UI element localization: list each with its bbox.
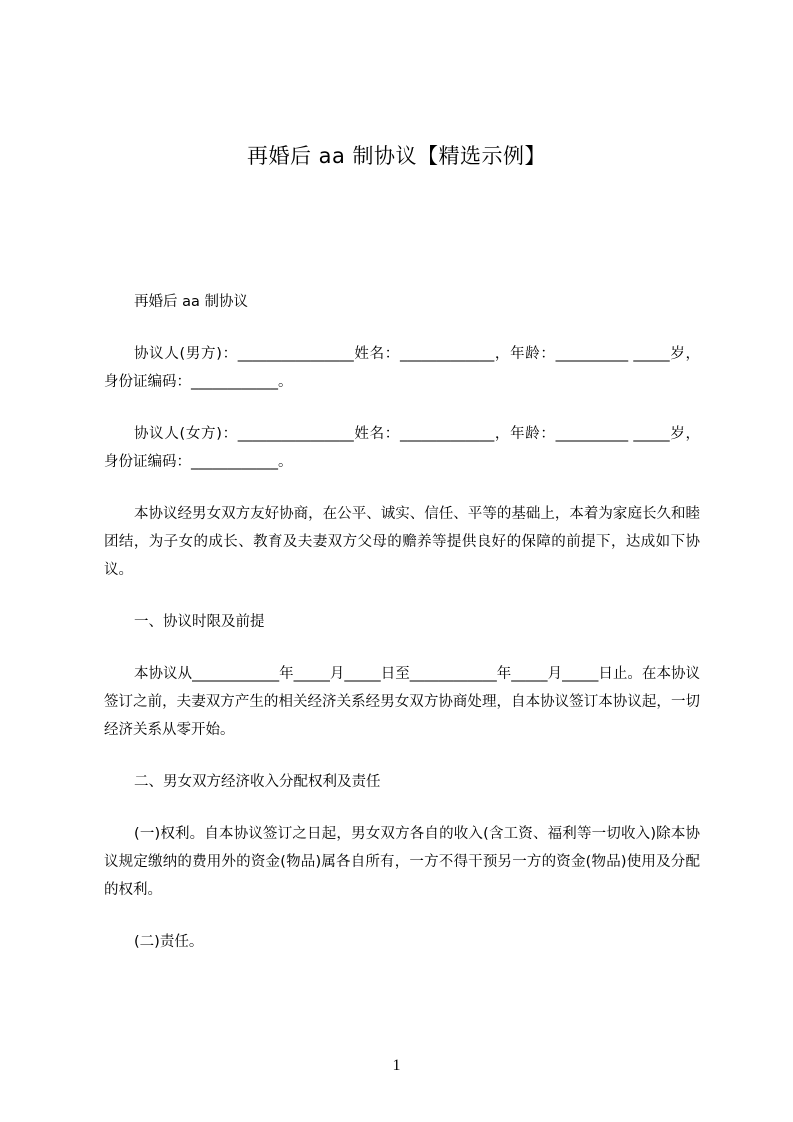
section-2-heading: 二、男女双方经济收入分配权利及责任 [134, 774, 381, 790]
document-subtitle: 再婚后 aa 制协议 [134, 294, 248, 310]
party-male-paragraph: 协议人(男方)：________________姓名：_____________，年龄：__________ _____岁，身份证编码：____________。 [104, 346, 700, 390]
section-2-duty-paragraph: (二)责任。 [134, 934, 204, 950]
section-1-heading: 一、协议时限及前提 [134, 614, 265, 630]
page-number: 1 [392, 1057, 401, 1074]
intro-paragraph: 本协议经男女双方友好协商，在公平、诚实、信任、平等的基础上，本着为家庭长久和睦团结，为子女的成长、教育及夫妻双方父母的赡养等提供良好的保障的前提下，达成如下协议。 [104, 506, 700, 578]
section-2-rights-paragraph: (一)权利。自本协议签订之日起，男女双方各自的收入(含工资、福利等一切收入)除本协议规定缴纳的费用外的资金(物品)属各自所有，一方不得干预另一方的资金(物品)使用及分配的权利。 [104, 826, 700, 898]
document-title: 再婚后 aa 制协议【精选示例】 [246, 144, 547, 168]
party-female-paragraph: 协议人(女方)：________________姓名：_____________，年龄：__________ _____岁，身份证编码：____________。 [104, 426, 700, 470]
section-1-text: 本协议从____________年_____月_____日至____________年_____月_____日止。在本协议签订之前，夫妻双方产生的相关经济关系经男女双方协商处理，自本协议签订本协议起，一切经济关系从零开始。 [104, 666, 700, 738]
document-body [104, 288, 700, 978]
